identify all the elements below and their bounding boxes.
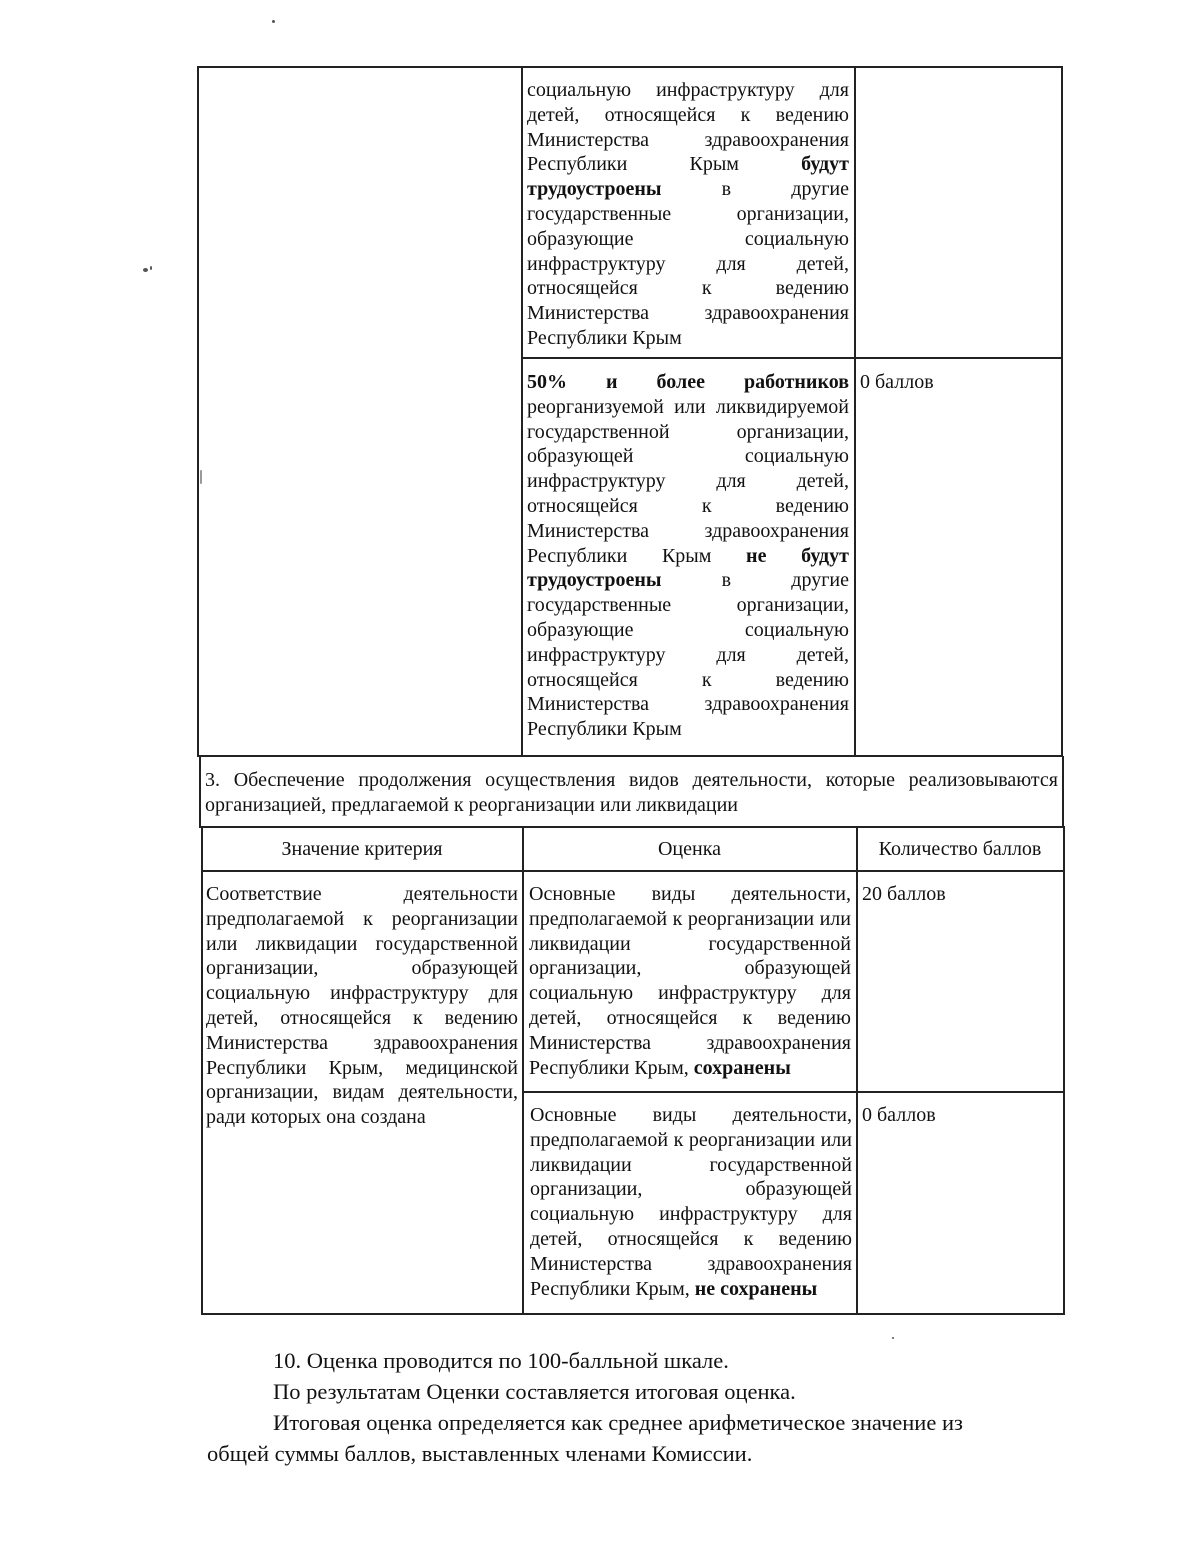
criterion-value: Соответствие деятельности предполагаемой к реорганизации или ликвидации государственной организации, образующей социальную инфраструктуру для детей, относящейся к ведению Министерства здравоохранения Республики Крым, медицинской организации, видам деятельности, ради которых она создана	[206, 883, 518, 1129]
paragraph-results: По результатам Оценки составляется итоговая оценка.	[273, 1379, 796, 1404]
section3-row2-evaluation: Основные виды деятельности, предполагаемой к реорганизации или ликвидации государственной организации, образующей социальную инфраструктуру для детей, относящейся к ведению Министерства здравоохранения Республики Крым, не сохранены	[530, 1104, 852, 1300]
header-criterion: Значение критерия	[281, 838, 443, 860]
section3-row1-evaluation: Основные виды деятельности, предполагаемой к реорганизации или ликвидации государственной организации, образующей социальную инфраструктуру для детей, относящейся к ведению Министерства здравоохранения Республики Крым, сохранены	[529, 883, 851, 1079]
scan-speck	[150, 266, 152, 270]
table-top-row1-evaluation: социальную инфраструктуру для детей, относящейся к ведению Министерства здравоохранения Республики Крым будут трудоустроены в другие государственные организации, образующие социальную инфраструктуру для детей, относящейся к ведению Министерства здравоохранения Республики Крым	[527, 79, 849, 349]
table-top-row2-evaluation: 50% и более работников реорганизуемой или ликвидируемой государственной организации, образующей социальную инфраструктуру для детей, относящейся к ведению Министерства здравоохранения Республики Крым не будут трудоустроены в другие государственные организации, образующие социальную инфраструктуру для детей, относящейся к ведению Министерства здравоохранения Республики Крым	[527, 371, 850, 741]
scan-speck	[200, 470, 202, 484]
header-points: Количество баллов	[878, 838, 1042, 860]
section3-row2-points: 0 баллов	[862, 1104, 936, 1126]
paragraph-final-line1: Итоговая оценка определяется как среднее арифметическое значение из	[273, 1410, 963, 1435]
section3-title: 3. Обеспечение продолжения осуществления видов деятельности, которые реализовываются организацией, предлагаемой к реорганизации или ликвидации	[205, 769, 1058, 816]
paragraph-final-line2: общей суммы баллов, выставленных членами Комиссии.	[207, 1441, 753, 1466]
scan-speck	[143, 268, 148, 272]
section3-row1-points: 20 баллов	[862, 883, 946, 905]
header-evaluation: Оценка	[657, 838, 722, 860]
scan-speck	[272, 20, 275, 23]
paragraph-10: 10. Оценка проводится по 100-балльной шкале.	[273, 1348, 729, 1373]
table-top-row2-points: 0 баллов	[860, 371, 934, 393]
scan-speck	[892, 1337, 894, 1339]
